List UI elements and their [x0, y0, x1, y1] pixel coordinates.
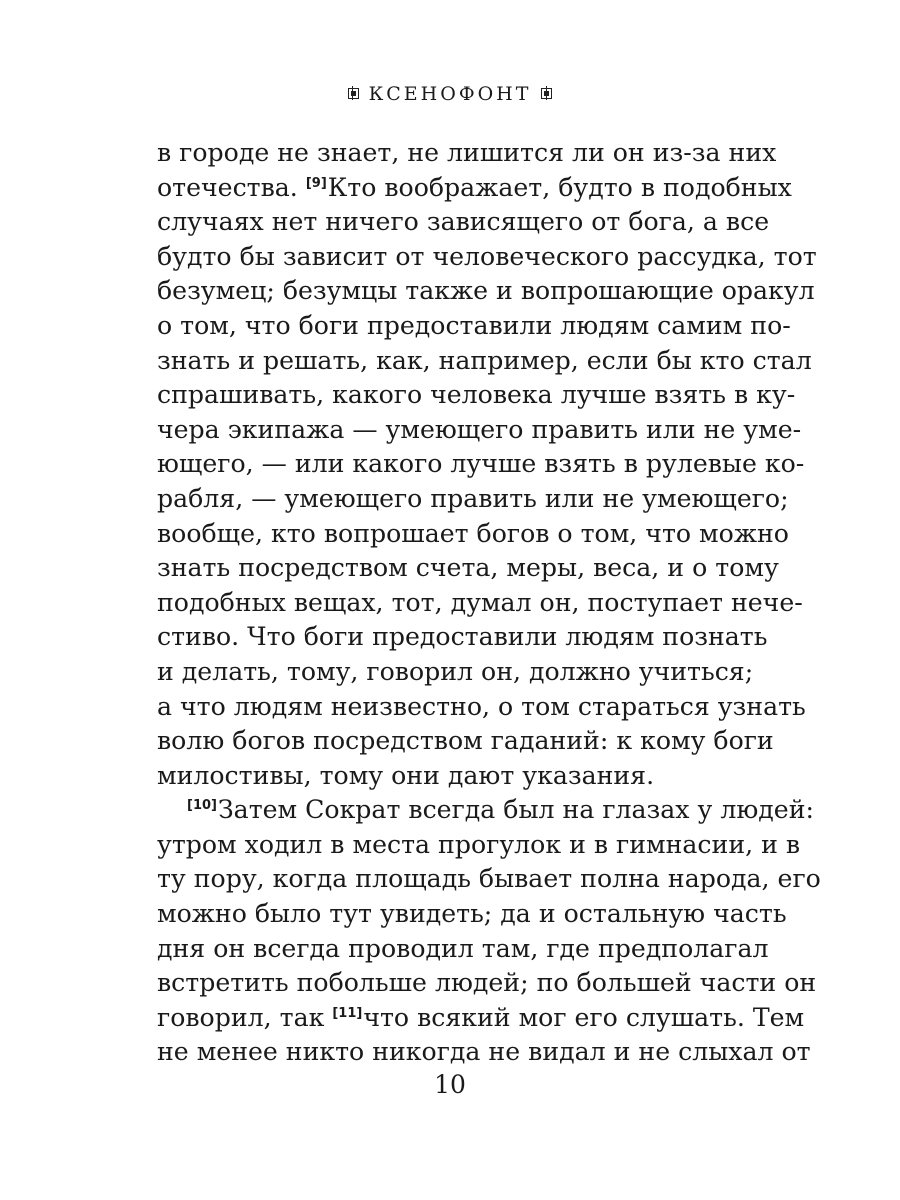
text-line [157, 862, 821, 897]
text-line [157, 586, 803, 621]
running-head [0, 82, 900, 106]
line-text: не менее никто никогда не видал и не слыхал от [157, 1037, 811, 1067]
text-line [157, 482, 789, 517]
line-text: рабля, — умеющего править или не умеющего; [157, 483, 789, 513]
line-text: о том, что боги предоставили людям самим по- [157, 310, 791, 340]
paragraph [157, 136, 817, 793]
line-text: ту пору, когда площадь бывает полна народа, его [157, 864, 821, 894]
text-line [157, 205, 770, 240]
line-text: утром ходил в места прогулок и в гимнасии, и в [157, 829, 801, 859]
text-line [157, 690, 806, 725]
line-text: случаях нет ничего зависящего от бога, а все [157, 207, 770, 237]
line-text: ющего, — или какого лучше взять в рулевые ко- [157, 449, 805, 479]
line-text: Затем Сократ всегда был на глазах у людей: [217, 795, 814, 825]
text-line [157, 759, 731, 794]
line-text: будто бы зависит от человеческого рассудка, тот [157, 241, 817, 271]
text-line [157, 274, 815, 309]
line-text: знать и решать, как, например, если бы кто стал [157, 345, 812, 375]
footnote-marker[interactable]: [11] [332, 1005, 363, 1021]
text-line [157, 136, 777, 171]
line-text: знать посредством счета, меры, веса, и о тому [157, 553, 779, 583]
text-line [157, 1001, 805, 1036]
square-ornament-icon [348, 88, 359, 99]
text-line [157, 378, 796, 413]
text-line [157, 551, 779, 586]
text-line [157, 724, 774, 759]
line-text: что всякий мог его слушать. Тем [363, 1002, 805, 1032]
line-text: отечества. [157, 172, 306, 202]
square-ornament-icon [541, 88, 552, 99]
line-text: вообще, кто вопрошает богов о том, что можно [157, 518, 789, 548]
text-line [157, 344, 812, 379]
text-line [157, 240, 817, 275]
footnote-marker[interactable]: [10] [187, 798, 217, 814]
line-text: подобных вещах, тот, думал он, поступает нече- [157, 587, 803, 617]
line-text: дня он всегда проводил там, где предполагал [157, 933, 769, 963]
footnote-marker[interactable]: [9] [305, 175, 327, 191]
body-text [157, 136, 821, 1070]
line-text: безумец; безумцы также и вопрошающие оракул [157, 276, 815, 306]
line-text: милостивы, тому они дают указания. [157, 760, 655, 790]
line-text: чера экипажа — умеющего править или не уме- [157, 414, 802, 444]
line-text: стиво. Что боги предоставили людям познать [157, 622, 768, 652]
text-line [157, 966, 817, 1001]
text-line [157, 413, 802, 448]
line-text: спрашивать, какого человека лучше взять в ку- [157, 380, 796, 410]
text-line [157, 517, 789, 552]
line-text: встретить побольше людей; по большей части он [157, 968, 817, 998]
page-number: 10 [434, 1070, 466, 1099]
line-text: и делать, тому, говорил он, должно учиться; [157, 656, 754, 686]
text-line [157, 932, 769, 967]
text-line [157, 620, 768, 655]
line-text: в городе не знает, не лишится ли он из-за них [157, 138, 777, 167]
paragraph [157, 793, 821, 1070]
line-text: а что людям неизвестно, о том стараться узнать [157, 691, 806, 721]
text-line [157, 897, 787, 932]
line-text: можно было тут увидеть; да и остальную часть [157, 899, 787, 929]
text-line [157, 309, 791, 344]
running-title: КСЕНОФОНТ [368, 83, 532, 105]
text-line [157, 171, 792, 206]
line-text: говорил, так [157, 1002, 333, 1032]
line-text: волю богов посредством гаданий: к кому боги [157, 726, 774, 756]
text-line [157, 447, 805, 482]
line-text: Кто воображает, будто в подобных [327, 172, 792, 202]
text-line [157, 828, 801, 863]
text-line [157, 793, 814, 828]
text-line [157, 655, 754, 690]
text-line [157, 1035, 811, 1070]
